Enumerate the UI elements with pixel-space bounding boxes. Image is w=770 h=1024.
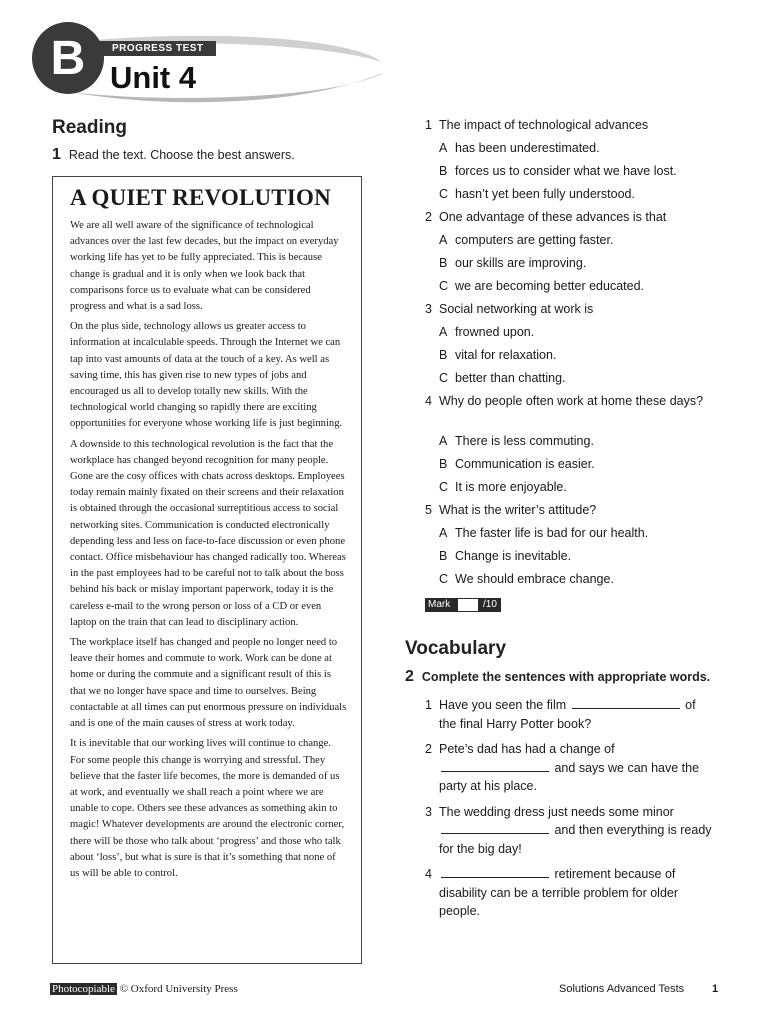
vocabulary-task-number: 2	[405, 668, 414, 685]
mark-label: Mark	[425, 598, 457, 612]
question-stem: 2 One advantage of these advances is that	[425, 210, 667, 224]
answer-blank[interactable]	[441, 759, 549, 772]
answer-option[interactable]: B vital for relaxation.	[439, 348, 557, 362]
mark-score-field[interactable]	[457, 598, 479, 612]
progress-test-label: PROGRESS TEST	[96, 41, 216, 56]
answer-option[interactable]: A has been underestimated.	[439, 141, 600, 155]
vocabulary-item: 4 retirement because of disability can be a terrible problem for older people.	[425, 867, 679, 918]
article-paragraph: The workplace itself has changed and people no longer need to leave their homes and commute to work. Work can be done at home or during the commute and a significant result of this is that we no longer have space and time to ourselves. Being contactable at all times can put enormous pressure on individuals and is one of the main causes of stress at work today.	[70, 637, 347, 730]
reading-task-text: Read the text. Choose the best answers.	[68, 148, 295, 162]
question-stem: 1 The impact of technological advances	[425, 118, 649, 132]
vocabulary-heading: Vocabulary	[405, 638, 507, 659]
answer-blank[interactable]	[441, 821, 549, 834]
unit-letter-badge	[32, 22, 104, 94]
answer-option[interactable]: C we are becoming better educated.	[439, 279, 645, 293]
unit-letter: B	[50, 31, 86, 85]
answer-option[interactable]: C better than chatting.	[439, 371, 566, 385]
answer-blank[interactable]	[441, 865, 549, 878]
mark-box	[425, 598, 501, 612]
answer-option[interactable]: C It is more enjoyable.	[439, 480, 567, 494]
answer-option[interactable]: A The faster life is bad for our health.	[439, 526, 649, 540]
mark-total: /10	[479, 598, 501, 612]
vocabulary-items	[425, 696, 715, 928]
reading-task-number: 1	[52, 146, 61, 163]
vocabulary-task-text: Complete the sentences with appropriate words.	[421, 670, 711, 684]
answer-option[interactable]: B forces us to consider what we have lost.	[439, 164, 677, 178]
article-title: A QUIET REVOLUTION	[70, 185, 331, 210]
photocopiable-label: Photocopiable	[52, 983, 115, 995]
answer-option[interactable]: A There is less commuting.	[439, 434, 594, 448]
article-paragraph: On the plus side, technology allows us greater access to information at incalculable speeds. Through the Internet we can tap into vast amounts of data at the touch of a key. As well as saving time, this has given rise to new types of jobs and encouraged us all to develop totally new skills. With the technological world changing so rapidly there are exciting opportunities for everyone whose working life is just beginning.	[70, 321, 343, 430]
footer-copyright	[50, 983, 238, 995]
question-stem: 3 Social networking at work is	[425, 302, 594, 316]
answer-option[interactable]: A frowned upon.	[439, 325, 535, 339]
article-paragraph: It is inevitable that our working lives will continue to change. For some people this change is worrying and stressful. They believe that the faster life becomes, the more is demanded of us at work, and eventually we shall reach a point where we are unable to cope. Others see these advances as something akin to magic! Whatever developments are around the electronic corner, there will be those who talk about ‘progress’ and those who talk about ‘loss’, but what is sure is that it’s something that none of us will be able to control.	[70, 738, 345, 879]
vocabulary-item: 2 Pete’s dad has had a change of and says we can have the party at his place.	[425, 742, 700, 793]
answer-option[interactable]: B Communication is easier.	[439, 457, 595, 471]
vocabulary-task-instruction	[405, 668, 710, 686]
publisher: © Oxford University Press	[119, 983, 238, 995]
reading-questions	[425, 116, 745, 593]
question-stem: 4 Why do people often work at home these days?	[425, 394, 704, 408]
answer-option[interactable]: B Change is inevitable.	[439, 549, 572, 563]
answer-option[interactable]: B our skills are improving.	[439, 256, 587, 270]
question-stem: 5 What is the writer’s attitude?	[425, 503, 597, 517]
answer-blank[interactable]	[572, 696, 680, 709]
vocabulary-item: 1 Have you seen the film of the final Harry Potter book?	[425, 698, 696, 731]
article-paragraph: A downside to this technological revolution is the fact that the workplace has changed beyond recognition for many people. Gone are the cosy offices with chats across desktops. Employees today remain mainly fixated on their screens and their relaxation is obtained through the occasional surreptitious access to social networking sites. Communication is conducted electronically depending less and less on face-to-face discussion or even phone contact. Office misbehaviour has changed radically too. Whereas in the past employees had to be careful not to talk about the boss behind his back or mislay important paperwork, today it is the careless e-mail to the wrong person or loss of a CD or even laptop on the train that can lead to disciplinary action.	[70, 438, 346, 628]
vocabulary-item: 3 The wedding dress just needs some minor and then everything is ready for the big day!	[425, 804, 712, 856]
answer-option[interactable]: C We should embrace change.	[439, 572, 614, 586]
page-number: 1	[712, 983, 719, 995]
answer-option[interactable]: C hasn’t yet been fully understood.	[439, 187, 635, 201]
answer-option[interactable]: A computers are getting faster.	[439, 233, 614, 247]
reading-task-instruction	[52, 146, 295, 164]
unit-title: Unit 4	[110, 60, 197, 95]
book-title: Solutions Advanced Tests	[559, 983, 685, 995]
article-box	[52, 176, 362, 964]
article-paragraph: We are all well aware of the significance of technological advances over the last few decades, but the impact on everyday working life has yet to be fully appreciated. This is because change is gradual and it is only when we look back that comparisons force us to evaluate what can be considered progress and what is a sad loss.	[70, 220, 339, 313]
reading-heading: Reading	[52, 117, 127, 138]
